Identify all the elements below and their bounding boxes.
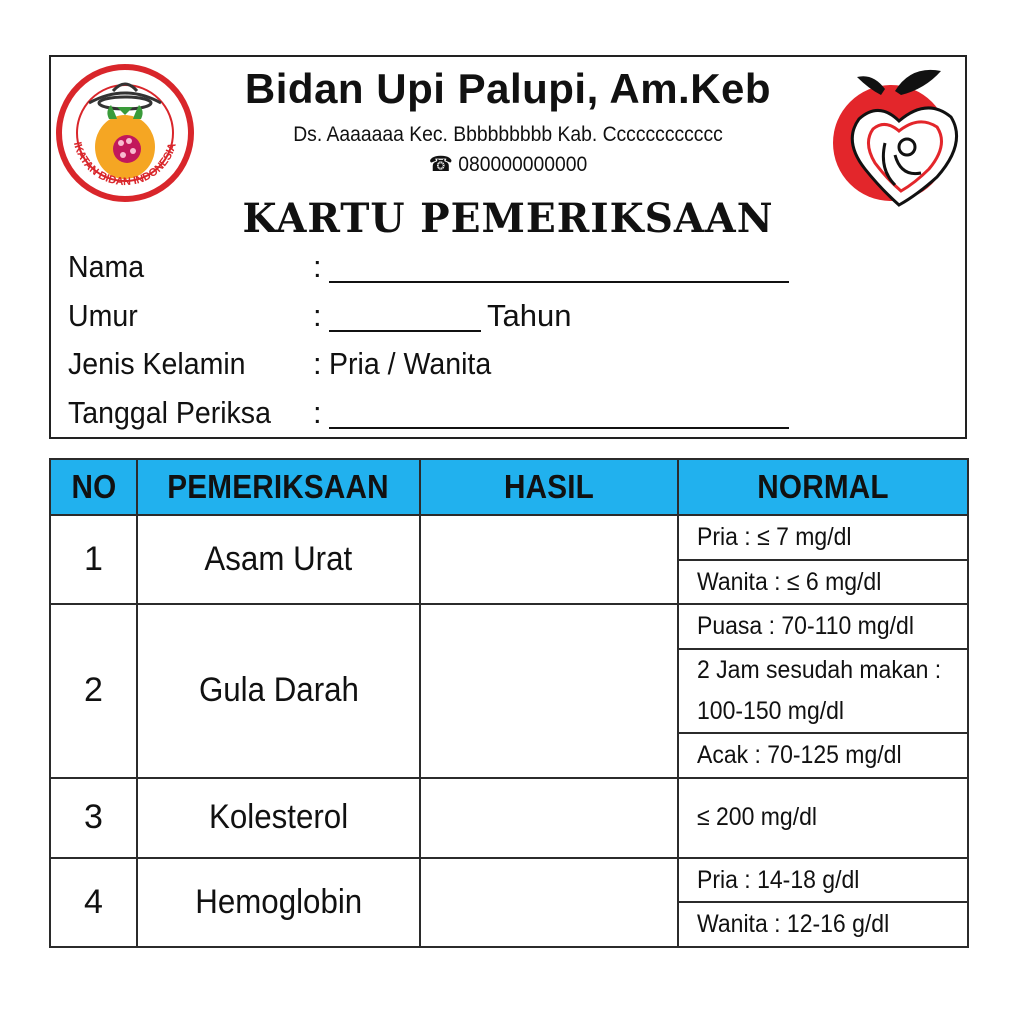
row-number: 1 [50, 515, 137, 604]
tanggal-periksa-field [68, 391, 789, 435]
row-number: 3 [50, 778, 137, 858]
row-number: 4 [50, 858, 137, 947]
hasil-input-cell[interactable] [420, 778, 678, 858]
hasil-input-cell[interactable] [420, 858, 678, 947]
table-row [50, 778, 968, 858]
telephone-icon: ☎ [428, 153, 453, 176]
jenis-kelamin-field [68, 342, 505, 386]
umur-input-line[interactable] [329, 300, 481, 332]
header-no: NO [50, 459, 137, 515]
jenis-kelamin-label: Jenis Kelamin [68, 346, 246, 381]
header-pemeriksaan: PEMERIKSAAN [137, 459, 420, 515]
exam-name: Asam Urat [137, 515, 420, 604]
hasil-input-cell[interactable] [420, 515, 678, 604]
exam-name: Gula Darah [137, 604, 420, 778]
hasil-input-cell[interactable] [420, 604, 678, 778]
examination-card [49, 55, 967, 439]
exam-name: Kolesterol [137, 778, 420, 858]
heart-mother-child-logo [829, 59, 969, 209]
normal-value: Pria : ≤ 7 mg/dl [678, 515, 968, 560]
logo-text: IKATAN BIDAN INDONESIA [70, 140, 179, 189]
colon: : [313, 346, 322, 381]
header-normal: NORMAL [678, 459, 968, 515]
umur-label: Umur [68, 298, 138, 333]
exam-name: Hemoglobin [137, 858, 420, 947]
table-header-row [50, 459, 968, 515]
umur-unit: Tahun [487, 298, 572, 333]
normal-value: Pria : 14-18 g/dl [678, 858, 968, 903]
tanggal-periksa-label: Tanggal Periksa [68, 395, 271, 430]
table-row [50, 858, 968, 903]
colon: : [313, 298, 322, 333]
normal-value: Wanita : ≤ 6 mg/dl [678, 560, 968, 605]
umur-field [68, 294, 571, 338]
nama-input-line[interactable] [329, 251, 789, 283]
clinic-name: Bidan Upi Palupi, Am.Keb [244, 65, 772, 112]
clinic-address: Ds. Aaaaaaa Kec. Bbbbbbbbb Kab. Cccccccccccc [293, 123, 723, 146]
row-number: 2 [50, 604, 137, 778]
table-row [50, 604, 968, 649]
normal-value: ≤ 200 mg/dl [678, 778, 968, 858]
phone-number: 080000000000 [458, 153, 588, 176]
colon: : [313, 249, 322, 284]
normal-value: Wanita : 12-16 g/dl [678, 902, 968, 947]
normal-value: 2 Jam sesudah makan : 100-150 mg/dl [678, 649, 968, 734]
normal-value: Acak : 70-125 mg/dl [678, 733, 968, 778]
table-row [50, 515, 968, 560]
nama-label: Nama [68, 249, 145, 284]
normal-value: Puasa : 70-110 mg/dl [678, 604, 968, 649]
nama-field [68, 245, 789, 289]
tanggal-input-line[interactable] [329, 397, 789, 429]
jenis-kelamin-value: Pria / Wanita [329, 346, 492, 381]
examination-table [49, 458, 969, 948]
card-title: KARTU PEMERIKSAAN [242, 195, 774, 242]
header-hasil: HASIL [420, 459, 678, 515]
colon: : [313, 395, 322, 430]
phone-row [198, 152, 818, 177]
